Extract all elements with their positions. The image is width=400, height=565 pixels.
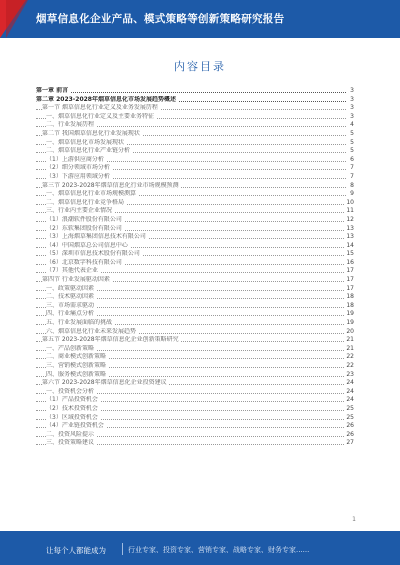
toc-entry-page: 24	[346, 396, 354, 404]
toc-entry-label: （1）产品投资机会	[46, 396, 98, 404]
toc-entry[interactable]	[36, 147, 354, 156]
toc-entry-page: 21	[346, 336, 354, 344]
header-red-stripe	[6, 0, 28, 38]
toc-entry[interactable]	[36, 242, 354, 251]
toc-entry-page: 17	[346, 276, 354, 284]
toc-entry-label: （3）区域投资机会	[46, 413, 98, 421]
toc-entry-label: 第五节 2023-2028年烟草信息化企业创新策略研究	[42, 336, 179, 344]
toc-entry[interactable]	[36, 379, 354, 388]
toc-entry[interactable]	[36, 276, 354, 285]
toc-entry-page: 15	[346, 250, 354, 258]
toc-entry-page: 3	[350, 95, 354, 103]
toc-entry-page: 17	[346, 267, 354, 275]
toc-entry[interactable]	[36, 250, 354, 259]
toc-entry-page: 19	[346, 319, 354, 327]
toc-entry-page: 11	[346, 207, 354, 215]
toc-entry-page: 13	[346, 233, 354, 241]
toc-entry[interactable]	[36, 345, 354, 354]
toc-entry-label: （4）产业链投资机会	[46, 422, 104, 430]
toc-list	[36, 87, 354, 448]
toc-entry[interactable]	[36, 173, 354, 182]
toc-entry-label: 二、商业模式创新策略	[46, 353, 107, 361]
toc-entry-page: 4	[350, 121, 354, 129]
toc-entry-page: 17	[346, 284, 354, 292]
toc-entry-page: 22	[346, 353, 354, 361]
toc-entry-page: 5	[350, 147, 354, 155]
toc-entry[interactable]	[36, 293, 354, 302]
toc-entry-label: 二、烟草信息化行业竞争格局	[46, 198, 125, 206]
toc-entry-page: 18	[346, 293, 354, 301]
toc-entry[interactable]	[36, 87, 354, 96]
toc-leader-dots	[36, 92, 346, 93]
page-number: 1	[352, 516, 356, 523]
toc-entry[interactable]	[36, 422, 354, 431]
toc-entry-page: 19	[346, 310, 354, 318]
toc-entry-label: 第六节 2023-2028年烟草信息化企业投资建议	[42, 379, 167, 387]
toc-entry[interactable]	[36, 267, 354, 276]
toc-entry-label: 六、烟草信息化行业未来发展趋势	[46, 327, 137, 335]
toc-entry-page: 3	[350, 112, 354, 120]
toc-entry[interactable]	[36, 362, 354, 371]
toc-entry-page: 6	[350, 155, 354, 163]
toc-entry-label: 四、服务模式创新策略	[46, 370, 107, 378]
toc-entry-page: 8	[350, 181, 354, 189]
toc-entry-page: 14	[346, 241, 354, 249]
toc-entry-page: 22	[346, 362, 354, 369]
toc-entry[interactable]	[36, 139, 354, 148]
toc-entry-page: 23	[346, 370, 354, 378]
toc-entry-label: 一、烟草信息化行业定义及主要业务特征	[46, 112, 155, 120]
toc-entry-label: 三、行业内主要企业情况	[46, 207, 113, 215]
toc-entry-page: 26	[346, 430, 354, 438]
toc-entry-page: 5	[350, 138, 354, 146]
toc-entry[interactable]	[36, 225, 354, 234]
toc-entry-page: 18	[346, 301, 354, 309]
toc-entry-label: 二、烟草信息化行业产业链分析	[46, 147, 131, 155]
toc-entry-page: 3	[350, 87, 354, 94]
footer-divider	[122, 543, 123, 555]
toc-entry-label: 一、投资机会分析	[46, 387, 95, 395]
toc-entry[interactable]	[36, 207, 354, 216]
toc-entry[interactable]	[36, 439, 354, 448]
toc-entry[interactable]	[36, 388, 354, 397]
toc-entry[interactable]	[36, 336, 354, 345]
toc-entry[interactable]	[36, 104, 354, 113]
footer-tagline: 行业专家、投资专家、营销专家、战略专家、财务专家......	[128, 546, 310, 554]
toc-entry-page: 25	[346, 404, 354, 412]
toc-entry[interactable]	[36, 431, 354, 440]
toc-entry-page: 26	[346, 422, 354, 430]
toc-entry-label: （1）上游供应商分析	[46, 155, 104, 163]
toc-entry-label: 二、投资风险提示	[46, 430, 95, 438]
toc-entry-page: 7	[350, 164, 354, 172]
toc-entry-page: 12	[346, 215, 354, 223]
toc-entry[interactable]	[36, 405, 354, 414]
toc-entry-label: （1）浪潮软件股份有限公司	[46, 215, 122, 223]
toc-entry-label: 第一章 前言	[36, 87, 69, 94]
toc-entry-label: 二、技术驱动因素	[46, 293, 95, 301]
toc-entry[interactable]	[36, 233, 354, 242]
toc-entry[interactable]	[36, 414, 354, 423]
toc-entry-label: 一、烟草信息化行业市场规模测算	[46, 190, 137, 198]
toc-entry[interactable]	[36, 199, 354, 208]
toc-entry[interactable]	[36, 130, 354, 139]
toc-entry-page: 10	[346, 198, 354, 206]
toc-title: 内容目录	[174, 60, 226, 73]
toc-entry[interactable]	[36, 285, 354, 294]
toc-entry-label: 第一节 烟草信息化行业定义及业务发展历程	[42, 104, 158, 112]
toc-entry-page: 3	[350, 104, 354, 112]
toc-entry-label: 一、政策驱动因素	[46, 284, 95, 292]
toc-entry-label: 二、行业发展历程	[46, 121, 95, 129]
toc-entry-label: 第三节 2023-2028年烟草信息化行业市场规模预测	[42, 181, 179, 189]
toc-entry-label: （2）技术投资机会	[46, 404, 98, 412]
footer-slogan: 让每个人都能成为	[46, 546, 106, 555]
toc-entry-page: 5	[350, 129, 354, 137]
toc-entry[interactable]	[36, 371, 354, 380]
toc-entry-label: （2）东软集团股份有限公司	[46, 224, 122, 232]
toc-entry-label: （4）中国烟草总公司信息中心	[46, 241, 128, 249]
toc-entry-label: 三、营销模式创新策略	[46, 362, 107, 369]
toc-entry[interactable]	[36, 259, 354, 268]
toc-entry[interactable]	[36, 182, 354, 191]
toc-entry-label: （3）下游应用领域分析	[46, 172, 110, 180]
toc-entry-label: （6）北京数字科技有限公司	[46, 258, 122, 266]
toc-entry-label: （3）上海烟草集团信息技术有限公司	[46, 233, 146, 241]
toc-entry-label: （7）其他代表企业	[46, 267, 98, 275]
toc-entry[interactable]	[36, 310, 354, 319]
toc-entry[interactable]	[36, 216, 354, 225]
toc-entry[interactable]	[36, 96, 354, 105]
toc-entry-label: 第二节 我国烟草信息化行业发展现状	[42, 129, 140, 137]
toc-entry-page: 21	[346, 344, 354, 352]
toc-entry[interactable]	[36, 190, 354, 199]
toc-entry[interactable]	[36, 302, 354, 311]
toc-entry-page: 25	[346, 413, 354, 421]
toc-entry-label: （5）深圳市信息技术股份有限公司	[46, 250, 140, 258]
toc-entry[interactable]	[36, 164, 354, 173]
toc-entry[interactable]	[36, 328, 354, 337]
toc-entry-label: 一、产品创新策略	[46, 344, 95, 352]
toc-entry-label: 一、烟草信息化市场发展现状	[46, 138, 125, 146]
toc-entry[interactable]	[36, 319, 354, 328]
toc-entry[interactable]	[36, 156, 354, 165]
toc-entry-label: （2）细分领域市场分析	[46, 164, 110, 172]
toc-entry-label: 五、行业发展面临的挑战	[46, 319, 113, 327]
toc-entry-label: 三、投资策略建议	[46, 439, 95, 447]
toc-entry-page: 24	[346, 379, 354, 387]
toc-entry-page: 9	[350, 190, 354, 198]
toc-entry-page: 13	[346, 224, 354, 232]
toc-entry-page: 24	[346, 387, 354, 395]
toc-entry[interactable]	[36, 353, 354, 362]
toc-entry-page: 16	[346, 258, 354, 266]
toc-entry[interactable]	[36, 113, 354, 122]
report-title: 烟草信息化企业产品、模式策略等创新策略研究报告	[36, 13, 285, 25]
toc-entry-label: 四、行业痛点分析	[46, 310, 95, 318]
toc-entry-page: 7	[350, 172, 354, 180]
toc-entry[interactable]	[36, 121, 354, 130]
toc-entry-page: 20	[346, 327, 354, 335]
toc-entry-label: 三、市场需求驱动	[46, 301, 95, 309]
toc-entry[interactable]	[36, 396, 354, 405]
header-bar	[0, 0, 400, 38]
toc-entry-label: 第四节 行业发展驱动因素	[42, 276, 110, 284]
footer-bar	[0, 531, 400, 565]
toc-entry-label: 第二章 2023-2028年烟草信息化市场发展趋势概述	[36, 95, 176, 103]
toc-entry-page: 27	[346, 439, 354, 447]
